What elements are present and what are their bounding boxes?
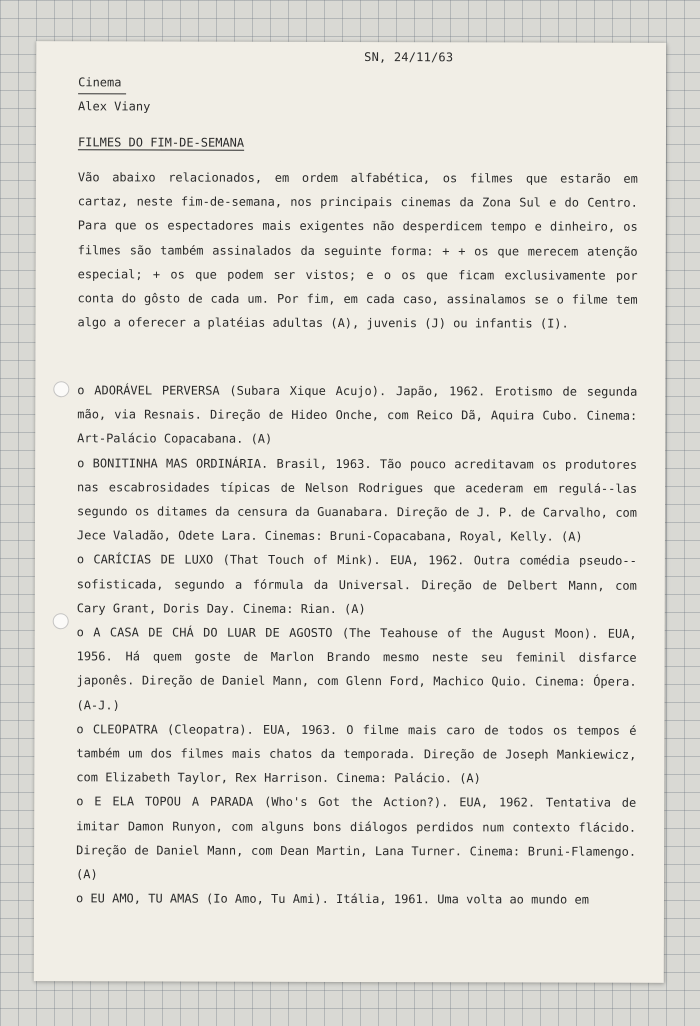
film-entry: o CLEOPATRA (Cleopatra). EUA, 1963. O filme mais caro de todos os tempos é também um dos filmes mais chatos da temporada. Direção de Joseph Mankiewicz, com Elizabeth Taylor, Rex Harrison. Cinema: Palácio. (A) xyxy=(76,722,637,786)
author-name: Alex Viany xyxy=(78,99,151,114)
film-entry: o E ELA TOPOU A PARADA (Who's Got the Action?). EUA, 1962. Tentativa de imitar Damon Runyon, com alguns bons diálogos perdidos num contexto flácido. Direção de Daniel Mann, com Dean Martin, Lana Turner. Cinema: Bruni-Flamengo. (A) xyxy=(76,794,637,882)
section-label: Cinema xyxy=(78,75,122,90)
film-entry: o A CASA DE CHÁ DO LUAR DE AGOSTO (The Teahouse of the August Moon). EUA, 1956. Há quem goste de Marlon Brando mesmo neste seu feminil disfarce japonês. Direção de Daniel Mann, com Glenn Ford, Machico Quio. Cinema: Ópera. (A-J.) xyxy=(76,625,637,713)
page-content xyxy=(34,41,666,983)
film-entry: o EU AMO, TU AMAS (Io Amo, Tu Ami). Itália, 1961. Uma volta ao mundo em xyxy=(75,891,589,907)
typewritten-page xyxy=(34,41,666,983)
film-list xyxy=(76,378,637,912)
dateline: SN, 24/11/63 xyxy=(364,50,454,65)
intro-paragraph: Vão abaixo relacionados, em ordem alfabética, os filmes que estarão em cartaz, neste fim-de-semana, nos principais cinemas da Zona Sul e do Centro. Para que os espectadores mais exigentes não desperdicem tempo e dinheiro, os filmes são também assinalados da seguinte forma: + + os que merecem atenção especial; + os que podem ser vistos; e o os que ficam exclusivamente por conta do gôsto de cada um. Por fim, em cada caso, assinalamos se o filme tem algo a oferecer a platéias adultas (A), juvenis (J) ou infantis (I). xyxy=(77,170,638,331)
section-underline xyxy=(78,93,126,94)
film-entry: o ADORÁVEL PERVERSA (Subara Xique Acujo). Japão, 1962. Erotismo de segunda mão, via Resnais. Direção de Hideo Onche, com Reico Dã, Aquira Cubo. Cinema: Art-Palácio Copacabana. (A) xyxy=(77,383,638,447)
film-entry: o CARÍCIAS DE LUXO (That Touch of Mink). EUA, 1962. Outra comédia pseudo--sofisticada, segundo a fórmula da Universal. Direção de Delbert Mann, com Cary Grant, Doris Day. Cinema: Rian. (A) xyxy=(76,552,637,616)
headline: FILMES DO FIM-DE-SEMANA xyxy=(77,135,245,150)
film-entry: o BONITINHA MAS ORDINÁRIA. Brasil, 1963. Tão pouco acreditavam os produtores nas escabrosidades típicas de Nelson Rodrigues que acederam em regulá--las segundo os ditames da censura da Guanabara. Direção de J. P. de Carvalho, com Jece Valadão, Odete Lara. Cinemas: Bruni-Copacabana, Royal, Kelly. (A) xyxy=(76,455,638,544)
